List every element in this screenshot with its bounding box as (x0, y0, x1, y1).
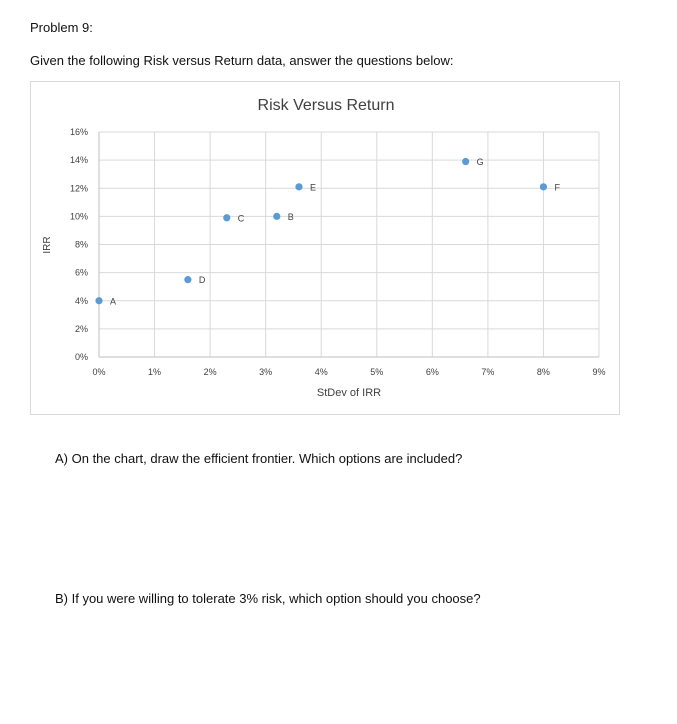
y-axis-title: IRR (42, 236, 53, 254)
x-tick-label: 2% (203, 367, 217, 377)
point-label-c: C (237, 213, 245, 224)
x-tick-label: 1% (148, 367, 162, 377)
data-point-g (462, 158, 469, 165)
y-tick-label: 12% (69, 183, 88, 194)
data-points (95, 157, 560, 306)
intro-text: Given the following Risk versus Return data, answer the questions below: (30, 53, 454, 68)
point-label-g: G (476, 157, 484, 168)
point-label-f: F (554, 182, 560, 193)
problem-title: Problem 9: (30, 20, 93, 35)
y-tick-label: 0% (74, 352, 88, 362)
question-a: A) On the chart, draw the efficient frontier. Which options are included? (55, 451, 463, 466)
x-tick-label: 3% (259, 367, 273, 377)
data-point-b (273, 213, 280, 220)
y-tick-label: 14% (69, 155, 88, 166)
point-label-e: E (310, 182, 317, 193)
y-tick-label: 6% (74, 267, 88, 278)
x-tick-label: 7% (481, 367, 495, 377)
risk-return-chart (31, 82, 621, 416)
point-label-a: A (110, 296, 117, 307)
x-tick-label: 4% (314, 367, 328, 377)
x-tick-label: 9% (592, 367, 606, 377)
tick-labels (70, 127, 606, 377)
data-point-d (184, 276, 191, 283)
grid (99, 132, 599, 357)
x-tick-label: 8% (536, 367, 550, 377)
y-tick-label: 16% (69, 127, 88, 137)
point-label-d: D (198, 275, 206, 286)
y-tick-label: 10% (69, 211, 88, 222)
y-tick-label: 2% (74, 323, 88, 334)
chart-frame (30, 81, 620, 415)
y-tick-label: 4% (74, 295, 88, 306)
point-label-b: B (287, 211, 294, 222)
data-point-e (295, 183, 302, 190)
chart-title: Risk Versus Return (257, 97, 395, 114)
x-tick-label: 5% (370, 367, 384, 377)
x-tick-label: 6% (425, 367, 439, 377)
x-axis-title: StDev of IRR (316, 387, 382, 399)
data-point-f (540, 183, 547, 190)
question-b: B) If you were willing to tolerate 3% risk, which option should you choose? (55, 591, 481, 606)
data-point-c (223, 214, 230, 221)
y-tick-label: 8% (74, 239, 88, 250)
x-tick-label: 0% (92, 367, 106, 377)
data-point-a (95, 297, 102, 304)
